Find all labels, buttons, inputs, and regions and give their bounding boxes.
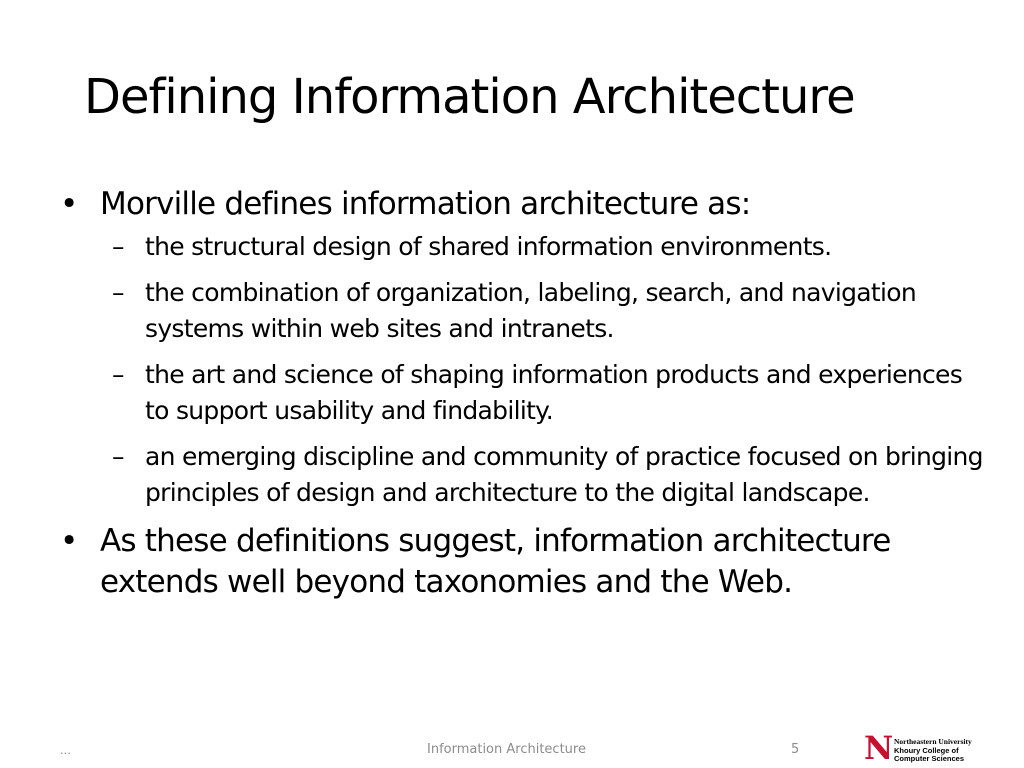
logo-college-line-2: Computer Sciences — [894, 754, 965, 763]
page-number: 5 — [791, 742, 800, 757]
logo-college-line-1: Khoury College of — [894, 745, 959, 755]
dash-marker: – — [112, 232, 124, 261]
sub-bullet-text: an emerging discipline and community of practice focused on bringing principles of design and architecture to the digital landscape. — [145, 442, 983, 507]
footer-title: Information Architecture — [427, 742, 586, 757]
sub-bullet-item — [112, 275, 990, 347]
sub-bullet-item — [112, 439, 990, 511]
northeastern-n-logo-mark: N — [864, 729, 894, 767]
dash-marker: – — [112, 442, 124, 471]
logo-university-name: Northeastern University — [894, 737, 972, 746]
sub-bullet-item — [112, 357, 990, 429]
sub-bullet-item — [112, 229, 990, 265]
bullet-marker: • — [60, 186, 78, 222]
sub-bullet-text: the structural design of shared information environments. — [145, 232, 832, 261]
slide-title: Defining Information Architecture — [84, 69, 855, 125]
footer-date-placeholder: ... — [60, 742, 71, 757]
bullet-item — [60, 184, 990, 225]
sub-bullet-text: the art and science of shaping information products and experiences to support usability and findability. — [145, 360, 963, 425]
bullet-text: Morville defines information architecture as: — [100, 186, 751, 222]
bullet-item — [60, 521, 990, 603]
logo-wordmark — [894, 738, 972, 764]
sub-bullet-text: the combination of organization, labeling, search, and navigation systems within web sites and intranets. — [145, 278, 916, 343]
sub-bullet-list — [60, 229, 990, 511]
slide-content — [60, 184, 990, 607]
dash-marker: – — [112, 278, 124, 307]
bullet-marker: • — [60, 523, 78, 559]
dash-marker: – — [112, 360, 124, 389]
bullet-text: As these definitions suggest, information architecture extends well beyond taxonomies and the Web. — [100, 523, 891, 600]
northeastern-khoury-logo — [864, 730, 974, 768]
